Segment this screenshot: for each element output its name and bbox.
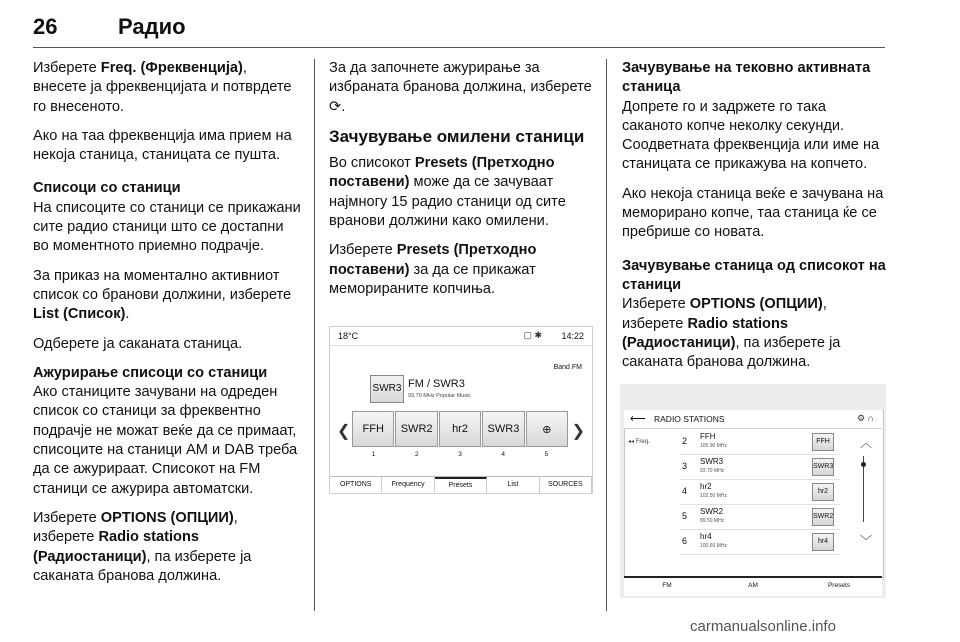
section-heading: Зачувување станица од списокот на станици	[622, 257, 886, 293]
preset-number: 4	[501, 451, 506, 458]
scroll-thumb[interactable]	[861, 462, 866, 467]
page-title: Радио	[118, 14, 186, 39]
column-3	[622, 59, 890, 382]
preset-button[interactable]: FFH	[352, 411, 394, 447]
station-row[interactable]: 6 hr4 100.60 MHz hr4	[680, 530, 840, 555]
section-heading: Зачувување на тековно активната станица	[622, 60, 871, 96]
stations-title: RADIO STATIONS	[654, 414, 725, 424]
station-logo: SWR2	[812, 508, 834, 526]
paragraph: Ако на таа фреквенција има прием на некоја станица, станицата се пушта.	[33, 127, 292, 164]
section-heading: Ажурирање списоци со станици	[33, 364, 268, 381]
chevron-up-icon[interactable]: ︿	[859, 436, 872, 450]
band-button[interactable]: Band FM	[553, 364, 582, 371]
tab-options[interactable]: OPTIONS	[330, 477, 382, 493]
current-station-info: 93.70 MHz Popular Music	[408, 393, 471, 399]
paragraph: Изберете Freq. (Фреквенција), внесете ја фреквенцијата и потврдете го внесеното.	[33, 60, 292, 115]
preset-number: 3	[458, 451, 462, 458]
paragraph: Одберете ја саканата станица.	[33, 335, 243, 352]
watermark: carmanualsonline.info	[690, 618, 836, 635]
status-bar	[330, 327, 592, 346]
station-logo: hr2	[812, 483, 834, 501]
tab-presets[interactable]: Presets	[435, 477, 487, 493]
chevron-left-icon[interactable]: ❮	[337, 423, 351, 440]
header-rule	[33, 47, 885, 48]
preset-buttons	[352, 411, 568, 447]
preset-numbers	[352, 451, 568, 458]
tab-sources[interactable]: SOURCES	[540, 477, 592, 493]
preset-button[interactable]: SWR3	[482, 411, 524, 447]
temperature: 18°C	[338, 331, 359, 341]
station-logo: hr4	[812, 533, 834, 551]
back-arrow-icon[interactable]: ⟵	[630, 413, 646, 425]
paragraph: Изберете Presets (Претходно поставени) за да се прикажат меморираните копчиња.	[329, 242, 537, 297]
headphone-icon: ⟳	[329, 98, 342, 115]
paragraph: За приказ на моментално активниот список со бранови должини, изберете List (Список).	[33, 267, 292, 323]
station-row[interactable]: 4 hr2 102.50 MHz hr2	[680, 480, 840, 505]
paragraph: Изберете OPTIONS (ОПЦИИ), изберете Radio stations (Радиостаници), па изберете ја саканата бранова должина.	[622, 296, 841, 371]
preset-number: 5	[544, 451, 549, 458]
chevron-right-icon[interactable]: ❯	[571, 423, 585, 440]
add-preset-button[interactable]: ⊕	[526, 411, 568, 447]
chevron-down-icon[interactable]: ﹀	[859, 534, 872, 548]
preset-number: 1	[371, 451, 376, 458]
station-logo: SWR3	[812, 458, 834, 476]
station-row[interactable]: 2 FFH 105.90 MHz FFH	[680, 430, 840, 455]
preset-number: 2	[414, 451, 419, 458]
stations-topbar	[624, 410, 882, 429]
stations-list	[680, 430, 840, 555]
station-logo: FFH	[812, 433, 834, 451]
column-divider	[606, 59, 607, 611]
tab-presets[interactable]: Presets	[827, 582, 851, 589]
page-number: 26	[33, 14, 58, 39]
refresh-icon[interactable]: ⚙ ∩	[856, 413, 874, 423]
radio-stations-screenshot	[620, 384, 886, 598]
paragraph: За да започнете ажурирање за избраната бранова должина, изберете ⟳.	[329, 60, 592, 115]
section-heading: Списоци со станици	[33, 180, 181, 197]
tab-am[interactable]: AM	[748, 582, 758, 589]
freq-button[interactable]: ◂◂ Freq.	[628, 439, 650, 445]
preset-button[interactable]: SWR2	[395, 411, 437, 447]
column-divider	[314, 59, 315, 611]
current-station-name: FM / SWR3	[408, 378, 465, 390]
current-station-logo: SWR3	[370, 375, 404, 403]
bottom-tabs	[330, 476, 592, 493]
station-row[interactable]: 5 SWR2 89.50 MHz SWR2	[680, 505, 840, 530]
paragraph: Ако станиците зачувани на одреден список со станици за фреквентно подрачје не можат веќе да се примаат, списоците на станици AM и DAB треба да се ажурираат. Списокот на FM станици се ажурира автоматски.	[33, 384, 298, 497]
tab-frequency[interactable]: Frequency	[382, 477, 434, 493]
radio-presets-screenshot	[329, 326, 593, 494]
column-2	[329, 59, 597, 309]
clock: 14:22	[561, 331, 584, 341]
section-heading: Зачувување омилени станици	[329, 126, 585, 146]
tab-fm[interactable]: FM	[662, 582, 672, 589]
paragraph: Во списокот Presets (Претходно поставени) може да се зачуваат најмногу 15 радио станици од сите вранови должини како омилени.	[329, 155, 566, 230]
station-row[interactable]: 3 SWR3 93.70 MHz SWR3	[680, 455, 840, 480]
column-1	[33, 59, 301, 596]
paragraph: Ако некоја станица веќе е зачувана на меморирано копче, таа станица ќе се пребрише со новата.	[622, 185, 884, 241]
settings-icon: ▢ ✱	[523, 330, 542, 340]
paragraph: Изберете OPTIONS (ОПЦИИ), изберете Radio stations (Радиостаници), па изберете ја саканата бранова должина.	[33, 509, 252, 584]
paragraph: Допрете го и задржете го така саканото копче неколку секунди. Соодветната фреквенција или име на станицата се прикажува на копчето.	[622, 98, 880, 173]
paragraph: На списоците со станици се прикажани сите радио станици што се достапни во моментното приемно подрачје.	[33, 199, 301, 255]
band-tabs	[624, 576, 882, 596]
tab-list[interactable]: List	[487, 477, 539, 493]
preset-button[interactable]: hr2	[439, 411, 481, 447]
